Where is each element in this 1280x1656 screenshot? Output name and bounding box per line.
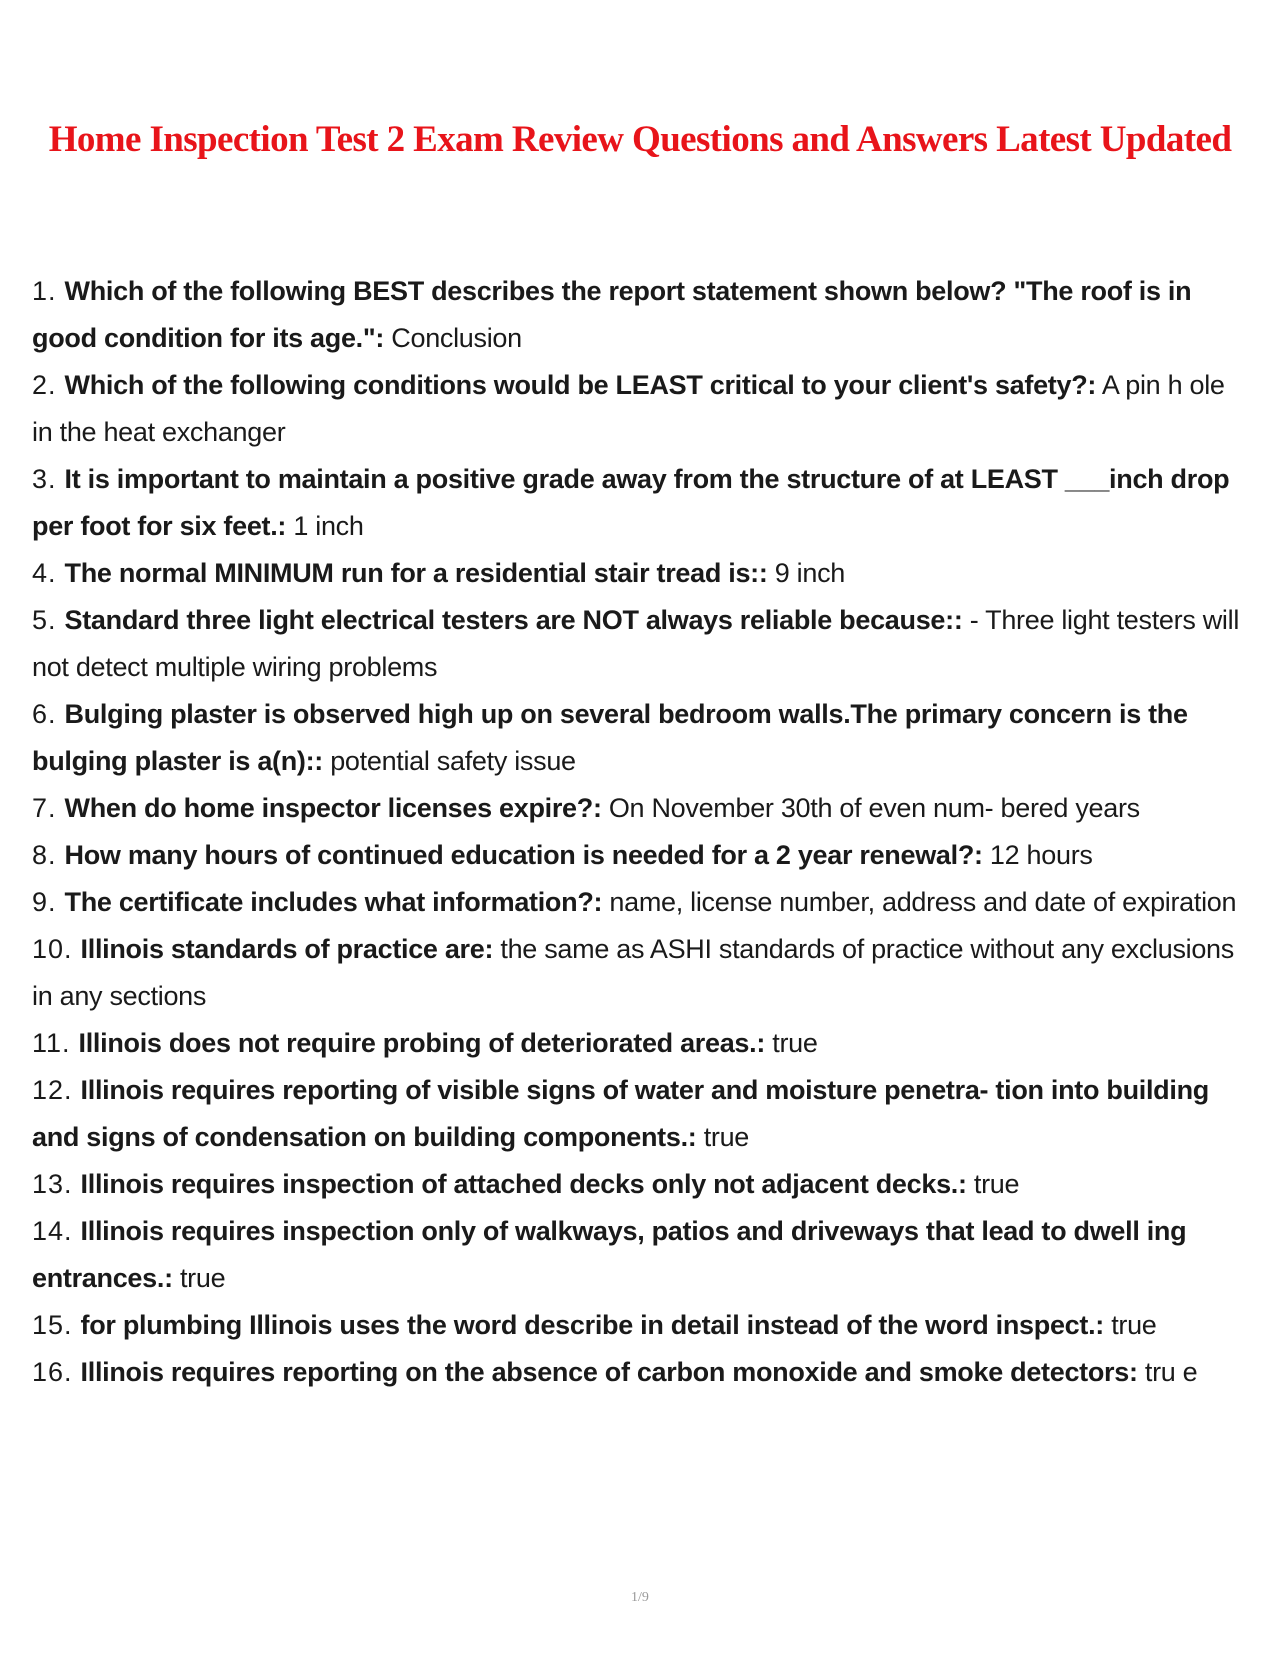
question-text: Illinois requires inspection only of walkways, patios and driveways that lead to dwell ing entrances.:: [32, 1216, 1187, 1293]
answer-text: On November 30th of even num- bered years: [608, 793, 1140, 823]
question-item: [32, 785, 1252, 832]
question-text: The certificate includes what information?:: [64, 887, 603, 917]
question-number: 1.: [32, 276, 57, 306]
question-text: Which of the following BEST describes the report statement shown below? "The roof is in good condition for its age.":: [32, 276, 1192, 353]
question-item: [32, 1208, 1252, 1302]
question-list: [32, 268, 1252, 1396]
question-number: 7.: [32, 793, 57, 823]
answer-text: A pin h ole in the heat exchanger: [32, 370, 1225, 447]
question-text: How many hours of continued education is needed for a 2 year renewal?:: [64, 840, 983, 870]
question-text: The normal MINIMUM run for a residential stair tread is::: [64, 558, 768, 588]
question-item: [32, 926, 1252, 1020]
question-number: 3.: [32, 464, 57, 494]
question-text: Illinois requires reporting of visible signs of water and moisture penetra- tion into building and signs of condensation on building components.:: [32, 1075, 1209, 1152]
question-text: It is important to maintain a positive grade away from the structure of at LEAST ___inch drop per foot for six feet.:: [32, 464, 1230, 541]
answer-text: 12 hours: [989, 840, 1093, 870]
question-number: 11.: [32, 1028, 71, 1058]
answer-text: Conclusion: [391, 323, 522, 353]
question-number: 15.: [32, 1310, 73, 1340]
answer-text: true: [772, 1028, 818, 1058]
question-text: Illinois does not require probing of deteriorated areas.:: [78, 1028, 766, 1058]
question-number: 12.: [32, 1075, 73, 1105]
question-item: [32, 1349, 1252, 1396]
question-text: Illinois requires reporting on the absence of carbon monoxide and smoke detectors:: [80, 1357, 1138, 1387]
question-number: 14.: [32, 1216, 73, 1246]
answer-text: potential safety issue: [330, 746, 576, 776]
question-text: Illinois standards of practice are:: [80, 934, 494, 964]
question-item: [32, 832, 1252, 879]
answer-text: name, license number, address and date of expiration: [609, 887, 1237, 917]
question-text: Standard three light electrical testers are NOT always reliable because::: [64, 605, 963, 635]
question-item: [32, 879, 1252, 926]
question-text: Bulging plaster is observed high up on several bedroom walls.The primary concern is the bulging plaster is a(n)::: [32, 699, 1188, 776]
question-number: 4.: [32, 558, 57, 588]
question-item: [32, 456, 1252, 550]
question-number: 13.: [32, 1169, 73, 1199]
answer-text: - Three light testers will not detect multiple wiring problems: [32, 605, 1240, 682]
page-number: 1/9: [631, 1590, 649, 1605]
question-item: [32, 1302, 1252, 1349]
question-number: 10.: [32, 934, 73, 964]
question-number: 2.: [32, 370, 57, 400]
question-text: for plumbing Illinois uses the word describe in detail instead of the word inspect.:: [80, 1310, 1104, 1340]
answer-text: true: [973, 1169, 1020, 1199]
answer-text: true: [1111, 1310, 1157, 1340]
question-item: [32, 1020, 1252, 1067]
question-item: [32, 597, 1252, 691]
question-item: [32, 268, 1252, 362]
answer-text: tru e: [1144, 1357, 1198, 1387]
question-number: 6.: [32, 699, 57, 729]
question-item: [32, 1067, 1252, 1161]
question-text: Illinois requires inspection of attached decks only not adjacent decks.:: [80, 1169, 967, 1199]
question-item: [32, 1161, 1252, 1208]
answer-text: true: [703, 1122, 750, 1152]
question-text: When do home inspector licenses expire?:: [64, 793, 602, 823]
question-item: [32, 362, 1252, 456]
answer-text: the same as ASHI standards of practice without any exclusions in any sections: [32, 934, 1234, 1011]
answer-text: 1 inch: [293, 511, 364, 541]
question-number: 16.: [32, 1357, 73, 1387]
question-text: Which of the following conditions would be LEAST critical to your client's safety?:: [64, 370, 1097, 400]
page-title: Home Inspection Test 2 Exam Review Questions and Answers Latest Updated: [48, 119, 1232, 160]
question-number: 5.: [32, 605, 57, 635]
question-number: 8.: [32, 840, 57, 870]
question-item: [32, 550, 1252, 597]
question-item: [32, 691, 1252, 785]
answer-text: true: [179, 1263, 226, 1293]
answer-text: 9 inch: [774, 558, 845, 588]
question-number: 9.: [32, 887, 57, 917]
